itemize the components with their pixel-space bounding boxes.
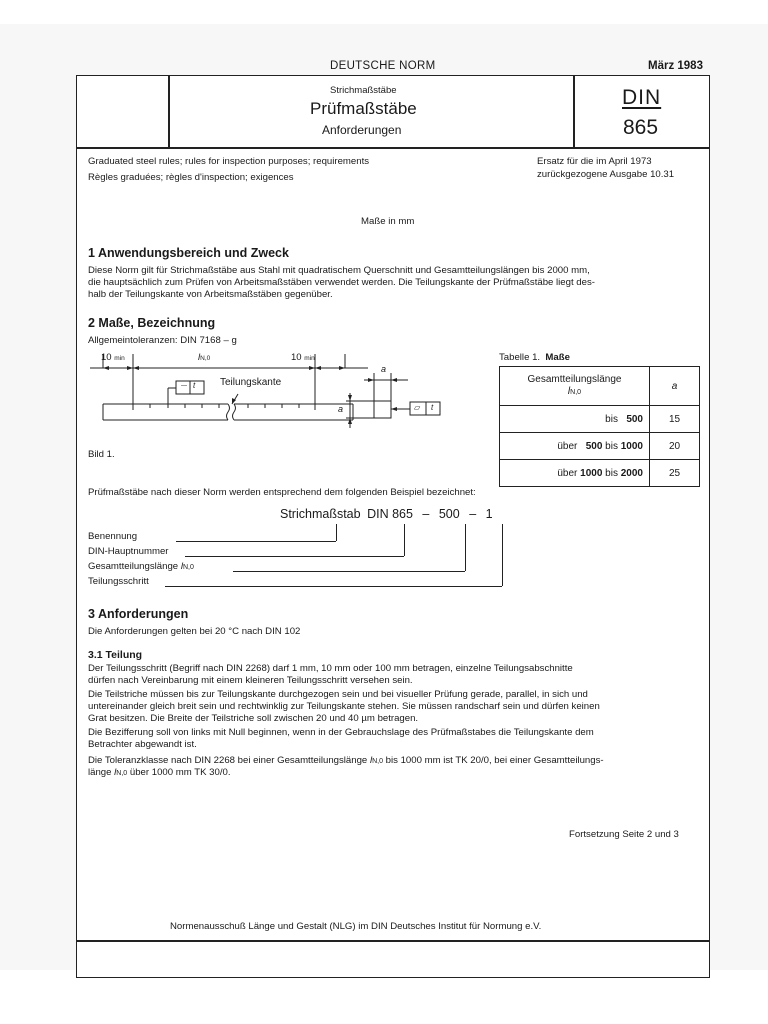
label-teilungskante: Teilungskante bbox=[220, 377, 282, 388]
dim-right-value: 10 min bbox=[291, 352, 315, 363]
section-1-line-1: Diese Norm gilt für Strichmaßstäbe aus Stahl mit quadratischem Querschnitt und Gesamtteilungslängen bis 2000 mm, bbox=[88, 265, 590, 276]
p1-line-2: dürfen nach Vereinbarung mit einem kleineren Teilungsschritt versehen sein. bbox=[88, 675, 413, 686]
label-schritt: Teilungsschritt bbox=[88, 576, 149, 587]
p1-line-1: Der Teilungsschritt (Begriff nach DIN 2268) darf 1 mm, 10 mm oder 100 mm betragen, einzelne Teilungsabschnitte bbox=[88, 663, 573, 674]
table-row: über 1000 bis 2000 25 bbox=[500, 460, 700, 487]
header-col-right bbox=[573, 75, 575, 148]
leader-schritt bbox=[165, 586, 502, 587]
general-tolerances: Allgemeintoleranzen: DIN 7168 – g bbox=[88, 335, 237, 346]
dimensions-table bbox=[499, 366, 700, 487]
leader-laenge-v bbox=[465, 524, 466, 571]
p2-line-2: untereinander gleich breit sein und rechtwinklig zur Teilungskante stehen. Sie müssen randscharf sein und dürfen keinen bbox=[88, 701, 600, 712]
header-divider bbox=[76, 147, 710, 149]
perpendicularity-symbol: ▱ bbox=[414, 403, 421, 412]
p3-line-1: Die Bezifferung soll von links mit Null beginnen, wenn in der Gebrauchslage des Prüfmaßstabes die Teilungskante dem bbox=[88, 727, 594, 738]
footer-committee: Normenausschuß Länge und Gestalt (NLG) im DIN Deutsches Institut für Normung e.V. bbox=[170, 921, 542, 932]
section-3-heading: 3 Anforderungen bbox=[88, 607, 189, 621]
publication-date: März 1983 bbox=[648, 60, 703, 72]
table-header-length: Gesamtteilungslänge lN,0 bbox=[500, 367, 650, 406]
designation-example: Strichmaßstab DIN 865 – 500 – 1 bbox=[280, 507, 493, 521]
label-laenge: Gesamtteilungslänge lN,0 bbox=[88, 561, 194, 572]
p2-line-3: Grat besitzen. Die Breite der Teilstriche soll zwischen 20 und 40 µm betragen. bbox=[88, 713, 419, 724]
dim-length-label: lN,0 bbox=[198, 352, 211, 363]
table-header-a: a bbox=[650, 367, 700, 406]
document-subtitle: Anforderungen bbox=[322, 123, 402, 137]
flatness-tolerance: t bbox=[193, 381, 196, 390]
dim-left-value: 10 min bbox=[101, 352, 125, 363]
leader-hauptnummer-v bbox=[404, 524, 405, 556]
p4-line-2: länge lN,0 über 1000 mm TK 30/0. bbox=[88, 767, 231, 778]
figure-1-drawing bbox=[88, 348, 458, 448]
document-frame bbox=[76, 75, 710, 978]
p4-line-1: Die Toleranzklasse nach DIN 2268 bei einer Gesamtteilungslänge lN,0 bis 1000 mm ist TK 20/0, bei einer Gesamtteilungs- bbox=[88, 755, 604, 766]
footer-divider bbox=[76, 940, 710, 942]
leader-schritt-v bbox=[502, 524, 503, 586]
perpendicularity-tolerance: t bbox=[431, 403, 434, 412]
din-logo-label: DIN bbox=[622, 86, 662, 109]
leader-benennung bbox=[176, 541, 336, 542]
header-col-left bbox=[168, 75, 170, 148]
dim-a-top: a bbox=[381, 364, 387, 374]
section-3-intro: Die Anforderungen gelten bei 20 °C nach DIN 102 bbox=[88, 626, 301, 637]
section-2-heading: 2 Maße, Bezeichnung bbox=[88, 316, 216, 330]
p3-line-2: Betrachter abgewandt ist. bbox=[88, 739, 197, 750]
section-3-1-heading: 3.1 Teilung bbox=[88, 649, 143, 661]
leader-benennung-v bbox=[336, 524, 337, 541]
table-caption: Tabelle 1. Maße bbox=[499, 352, 570, 363]
p2-line-1: Die Teilstriche müssen bis zur Teilungskante durchgezogen sein und bei visueller Prüfung gerade, parallel, in sich und bbox=[88, 689, 588, 700]
section-1-line-2: die hauptsächlich zum Prüfen von Arbeitsmaßstäben verwendet werden. Die Teilungskante der Prüfmaßstäbe liegt des- bbox=[88, 277, 595, 288]
designation-intro: Prüfmaßstäbe nach dieser Norm werden entsprechend dem folgenden Beispiel bezeichnet: bbox=[88, 487, 476, 498]
label-benennung: Benennung bbox=[88, 531, 138, 542]
flatness-symbol: — bbox=[181, 383, 187, 389]
norm-type: DEUTSCHE NORM bbox=[330, 60, 436, 72]
french-title: Règles graduées; règles d'inspection; exigences bbox=[88, 172, 294, 183]
section-1-line-3: halb der Teilungskante von Arbeitsmaßstäben gegenüber. bbox=[88, 289, 333, 300]
replacement-line-2: zurückgezogene Ausgabe 10.31 bbox=[537, 169, 675, 180]
dim-a-side: a bbox=[338, 404, 344, 414]
english-title: Graduated steel rules; rules for inspection purposes; requirements bbox=[88, 156, 370, 167]
table-row: über 500 bis 1000 20 bbox=[500, 433, 700, 460]
document-title: Prüfmaßstäbe bbox=[310, 99, 417, 118]
table-row: bis 500 15 bbox=[500, 406, 700, 433]
leader-hauptnummer bbox=[185, 556, 404, 557]
label-hauptnummer: DIN-Hauptnummer bbox=[88, 546, 169, 557]
section-1-heading: 1 Anwendungsbereich und Zweck bbox=[88, 246, 289, 260]
figure-caption: Bild 1. bbox=[88, 449, 115, 460]
subject-line: Strichmaßstäbe bbox=[330, 85, 397, 96]
replacement-line-1: Ersatz für die im April 1973 bbox=[537, 156, 652, 167]
leader-laenge bbox=[233, 571, 465, 572]
continuation-note: Fortsetzung Seite 2 und 3 bbox=[569, 829, 679, 840]
table-header-row bbox=[500, 367, 700, 406]
units-note: Maße in mm bbox=[361, 216, 415, 227]
din-number: 865 bbox=[623, 116, 659, 139]
